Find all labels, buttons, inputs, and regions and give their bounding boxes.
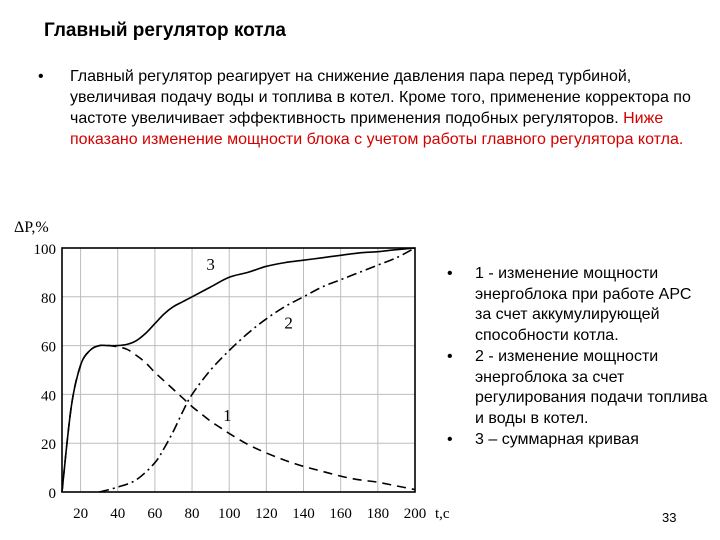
- y-axis-label: ΔP,%: [14, 219, 49, 236]
- legend-item: [445, 430, 710, 451]
- page-number: 33: [662, 510, 677, 525]
- legend-item-text: 1 - изменение мощности энергоблока при работе АРС за счет аккумулирующей способности котла.: [475, 265, 692, 344]
- series-line-3: [62, 248, 415, 492]
- x-tick-label: 180: [366, 506, 390, 522]
- y-tick-label: 80: [41, 290, 56, 307]
- series-label-1: 1: [223, 406, 232, 426]
- intro-main-text: Главный регулятор реагирует на снижение давления пара перед турбиной, увеличивая подачу воды и топлива в котел. Кроме того, применение корректора по частоте увеличивает эффективность применения подобных регуляторов.: [70, 68, 691, 127]
- legend-item-text: 3 – суммарная кривая: [475, 431, 639, 448]
- chart-grid: [62, 248, 415, 492]
- y-tick-label: 60: [41, 339, 56, 356]
- legend-list: [445, 264, 710, 452]
- x-tick-label: 160: [329, 506, 352, 522]
- series-line-2: [99, 248, 415, 492]
- y-tick-label: 20: [41, 437, 56, 454]
- y-tick-label: 100: [33, 242, 56, 258]
- plot-frame: [62, 248, 415, 492]
- series-label-3: 3: [206, 254, 215, 274]
- intro-highlight-text: Ниже показано изменение мощности блока с учетом работы главного регулятора котла.: [70, 110, 684, 148]
- y-tick-label: 40: [41, 388, 56, 405]
- legend-bullet: •: [447, 348, 453, 365]
- legend-bullet: •: [447, 431, 453, 448]
- x-tick-label: 80: [184, 506, 200, 522]
- legend-item: [445, 264, 710, 346]
- series-label-2: 2: [284, 313, 293, 333]
- x-tick-label: 200: [403, 506, 427, 522]
- x-tick-label: 60: [147, 506, 163, 522]
- series-line-1: [62, 345, 415, 492]
- x-tick-label: 140: [292, 506, 315, 522]
- x-tick-label: 120: [255, 506, 278, 522]
- intro-bullet: •: [38, 68, 44, 85]
- x-tick-label: 20: [73, 506, 89, 522]
- slide-title: Главный регулятор котла: [44, 20, 286, 41]
- chart-series: [62, 248, 415, 492]
- legend-item-text: 2 - изменение мощности энергоблока за счет регулирования подачи топлива и воды в котел.: [475, 348, 708, 427]
- chart-axes: [62, 248, 415, 492]
- legend-bullet: •: [447, 265, 453, 282]
- x-tick-label: 100: [217, 506, 241, 522]
- x-tick-label: 40: [110, 506, 126, 522]
- y-tick-label: 0: [48, 486, 56, 502]
- legend-item: [445, 347, 710, 429]
- x-axis-label: t,c: [435, 506, 450, 522]
